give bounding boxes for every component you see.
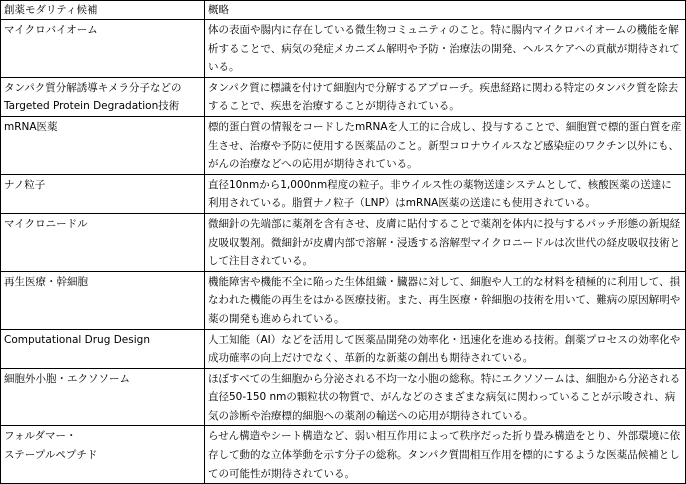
table-row [1, 116, 686, 174]
column-header-modality: 創薬モダリティ候補 [1, 1, 205, 20]
modality-summary: 体の表面や腸内に存在している微生物コミュニティのこと。特に腸内マイクロバイオームの機能を解析することで、病気の発症メカニズム解明や予防・治療法の開発、ヘルスケアへの貢献が期待されている。 [205, 20, 686, 78]
modality-name: タンパク質分解誘導キメラ分子などの Targeted Protein Degradation技術 [1, 77, 205, 116]
modality-name: 再生医療・幹細胞 [1, 271, 205, 329]
modality-name: マイクロバイオーム [1, 20, 205, 78]
modality-summary: タンパク質に標識を付けて細胞内で分解するアプローチ。疾患経路に関わる特定のタンパク質を除去することで、疾患を治療することが期待されている。 [205, 77, 686, 116]
modality-summary: 標的蛋白質の情報をコードしたmRNAを人工的に合成し、投与することで、細胞質で標的蛋白質を産生させ、治療や予防に使用する医薬品のこと。新型コロナウイルスなど感染症のワクチン以外にも、がんの治療などへの応用が期待されている。 [205, 116, 686, 174]
modality-summary: 人工知能（AI）などを活用して医薬品開発の効率化・迅速化を進める技術。創薬プロセスの効率化や成功確率の向上だけでなく、革新的な新薬の創出も期待されている。 [205, 329, 686, 368]
modality-name: マイクロニードル [1, 213, 205, 271]
table-row [1, 20, 686, 78]
table-row [1, 368, 686, 426]
modality-summary: 機能障害や機能不全に陥った生体組織・臓器に対して、細胞や人工的な材料を積極的に利用して、損なわれた機能の再生をはかる医療技術。また、再生医療・幹細胞の技術を用いて、難病の原因解明や薬の開発も進められている。 [205, 271, 686, 329]
table-row [1, 77, 686, 116]
modality-summary: らせん構造やシート構造など、弱い相互作用によって秩序だった折り畳み構造をとり、外部環境に依存して動的な立体挙動を示す分子の総称。タンパク質間相互作用を標的にするような医薬品候補としての可能性が期待されている。 [205, 426, 686, 484]
header-row [1, 1, 686, 20]
modality-name: 細胞外小胞・エクソソーム [1, 368, 205, 426]
modality-summary: 微細針の先端部に薬剤を含有させ、皮膚に貼付することで薬剤を体内に投与するパッチ形態の新規経皮吸収製剤。微細針が皮膚内部で溶解・浸透する溶解型マイクロニードルは次世代の経皮吸収技術として注目されている。 [205, 213, 686, 271]
table-row [1, 213, 686, 271]
column-header-summary: 概略 [205, 1, 686, 20]
modality-summary: 直径10nmから1,000nm程度の粒子。非ウイルス性の薬物送達システムとして、核酸医薬の送達に利用されている。脂質ナノ粒子（LNP）はmRNA医薬の送達にも使用されている。 [205, 174, 686, 213]
modality-name: フォルダマー・ ステープルペプチド [1, 426, 205, 484]
modality-name: Computational Drug Design [1, 329, 205, 368]
table-row [1, 271, 686, 329]
modality-summary: ほぼすべての生細胞から分泌される不均一な小胞の総称。特にエクソソームは、細胞から分泌される直径50-150 nmの顆粒状の物質で、がんなどのさまざまな病気に関わっていることが示唆され、病気の診断や治療標的細胞への薬剤の輸送への応用が期待されている。 [205, 368, 686, 426]
table-row [1, 329, 686, 368]
table-row [1, 174, 686, 213]
table-row [1, 426, 686, 484]
modality-name: ナノ粒子 [1, 174, 205, 213]
modality-name: mRNA医薬 [1, 116, 205, 174]
